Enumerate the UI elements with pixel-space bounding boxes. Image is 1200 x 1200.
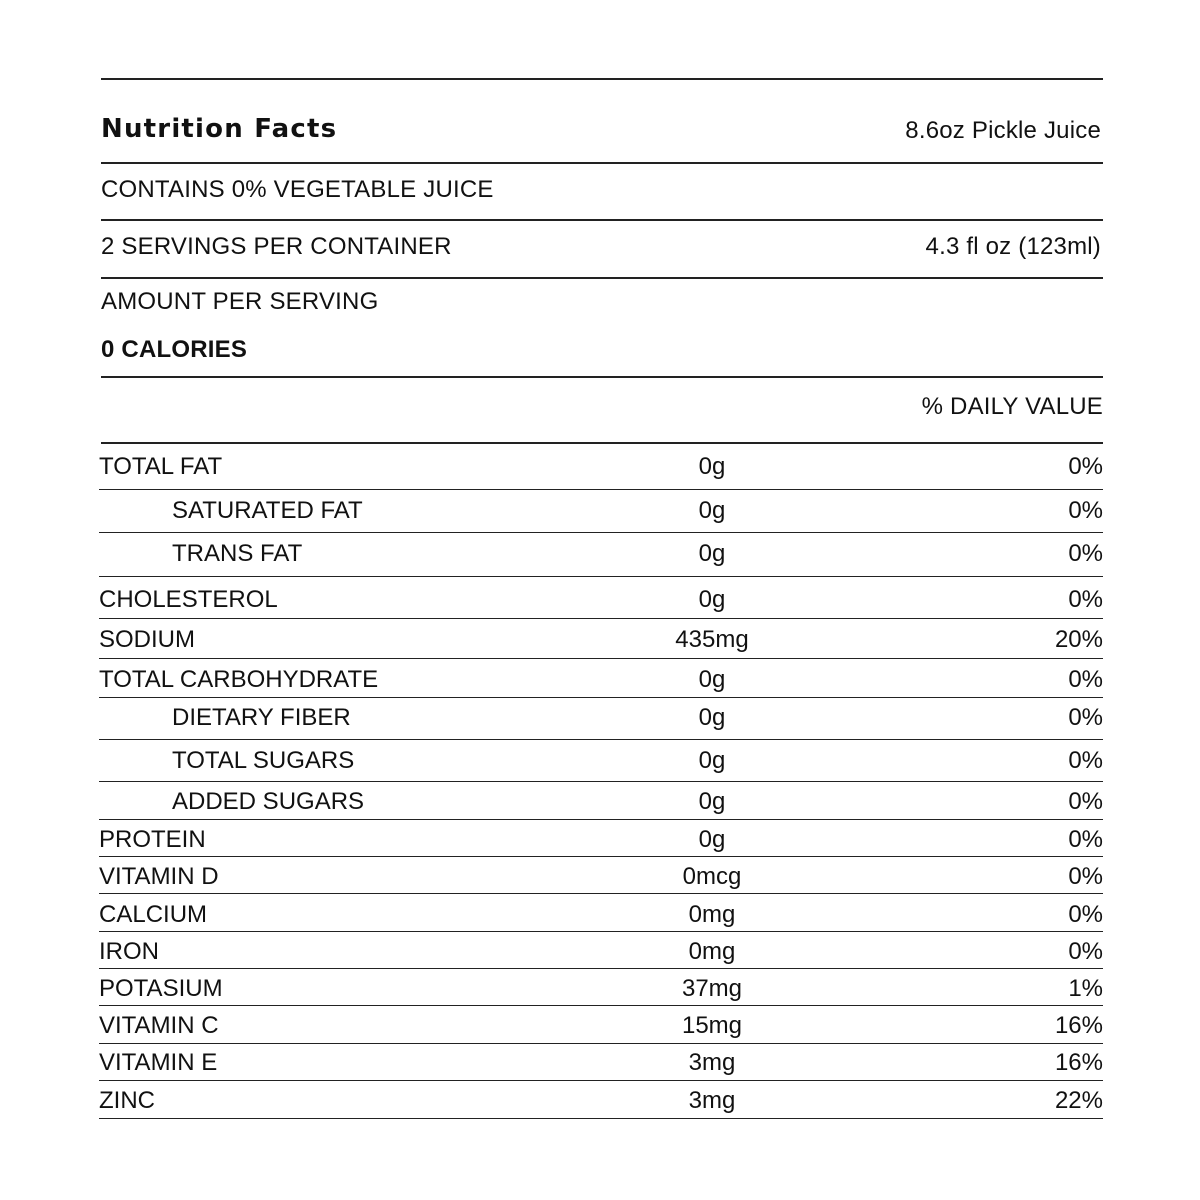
- divider: [101, 277, 1103, 279]
- nutrient-amount: 0g: [698, 540, 726, 567]
- nutrient-daily-value: 1%: [1068, 975, 1103, 1002]
- divider: [101, 442, 1103, 444]
- nutrient-amount: 0g: [698, 453, 726, 480]
- servings-per-container: 2 SERVINGS PER CONTAINER: [101, 233, 452, 260]
- nutrient-amount: 0mg: [688, 901, 736, 928]
- nutrient-amount: 0g: [698, 586, 726, 613]
- nutrient-amount: 0g: [698, 826, 726, 853]
- table-row: [0, 665, 1200, 695]
- nutrient-amount: 0mg: [688, 938, 736, 965]
- juice-statement: CONTAINS 0% VEGETABLE JUICE: [101, 176, 494, 203]
- row-divider: [99, 576, 1103, 577]
- nutrient-name: TOTAL FAT: [99, 453, 223, 480]
- row-divider: [99, 1080, 1103, 1081]
- divider: [101, 219, 1103, 221]
- nutrient-name: IRON: [99, 938, 159, 965]
- nutrient-daily-value: 0%: [1068, 540, 1103, 567]
- nutrient-name: SODIUM: [99, 626, 195, 653]
- calories-value: 0 CALORIES: [101, 336, 248, 363]
- table-row: [0, 1086, 1200, 1116]
- row-divider: [99, 781, 1103, 782]
- nutrient-name: CALCIUM: [99, 901, 208, 928]
- nutrient-daily-value: 0%: [1068, 826, 1103, 853]
- row-divider: [99, 697, 1103, 698]
- table-row: [0, 1048, 1200, 1078]
- nutrient-amount: 0g: [698, 666, 726, 693]
- table-row: [0, 585, 1200, 615]
- table-row: [0, 937, 1200, 967]
- nutrient-name: POTASIUM: [99, 975, 223, 1002]
- product-name: 8.6oz Pickle Juice: [905, 117, 1101, 144]
- nutrient-daily-value: 0%: [1068, 938, 1103, 965]
- nutrient-daily-value: 0%: [1068, 901, 1103, 928]
- nutrient-amount: 435mg: [675, 626, 749, 653]
- nutrient-daily-value: 0%: [1068, 747, 1103, 774]
- table-row: [0, 974, 1200, 1004]
- nutrient-daily-value: 16%: [1054, 1049, 1103, 1076]
- nutrient-name: PROTEIN: [99, 826, 206, 853]
- nutrient-amount: 0g: [698, 497, 726, 524]
- table-row: [0, 539, 1200, 569]
- row-divider: [99, 739, 1103, 740]
- daily-value-header: % DAILY VALUE: [921, 393, 1103, 420]
- nutrient-name: VITAMIN E: [99, 1049, 218, 1076]
- table-row: [0, 787, 1200, 817]
- nutrient-name: VITAMIN C: [99, 1012, 219, 1039]
- table-row: [0, 703, 1200, 733]
- row-divider: [99, 893, 1103, 894]
- nutrient-daily-value: 0%: [1068, 788, 1103, 815]
- row-divider: [99, 968, 1103, 969]
- table-row: [0, 825, 1200, 855]
- row-divider: [99, 658, 1103, 659]
- table-row: [0, 625, 1200, 655]
- nutrient-name: TOTAL SUGARS: [172, 747, 355, 774]
- nutrient-name: ZINC: [99, 1087, 155, 1114]
- divider: [101, 162, 1103, 164]
- row-divider: [99, 1005, 1103, 1006]
- nutrient-daily-value: 0%: [1068, 666, 1103, 693]
- row-divider: [99, 856, 1103, 857]
- nutrient-amount: 0g: [698, 788, 726, 815]
- table-row: [0, 746, 1200, 776]
- nutrient-name: CHOLESTEROL: [99, 586, 278, 613]
- nutrient-amount: 3mg: [688, 1049, 736, 1076]
- row-divider: [99, 1118, 1103, 1119]
- row-divider: [99, 931, 1103, 932]
- nutrient-name: ADDED SUGARS: [172, 788, 365, 815]
- nutrient-amount: 0g: [698, 747, 726, 774]
- nutrient-daily-value: 0%: [1068, 704, 1103, 731]
- row-divider: [99, 819, 1103, 820]
- nutrient-amount: 37mg: [681, 975, 743, 1002]
- row-divider: [99, 489, 1103, 490]
- nutrition-facts-title: Nutrition Facts: [101, 114, 338, 144]
- table-row: [0, 1011, 1200, 1041]
- serving-size: 4.3 fl oz (123ml): [925, 233, 1101, 260]
- amount-per-serving-label: AMOUNT PER SERVING: [101, 288, 379, 315]
- table-row: [0, 862, 1200, 892]
- nutrient-daily-value: 20%: [1054, 626, 1103, 653]
- row-divider: [99, 532, 1103, 533]
- nutrient-name: TRANS FAT: [172, 540, 303, 567]
- nutrient-daily-value: 0%: [1068, 453, 1103, 480]
- nutrient-amount: 3mg: [688, 1087, 736, 1114]
- table-row: [0, 900, 1200, 930]
- nutrient-amount: 0g: [698, 704, 726, 731]
- nutrient-amount: 15mg: [681, 1012, 743, 1039]
- table-row: [0, 496, 1200, 526]
- top-divider: [101, 78, 1103, 80]
- nutrient-daily-value: 22%: [1054, 1087, 1103, 1114]
- nutrient-daily-value: 0%: [1068, 497, 1103, 524]
- row-divider: [99, 618, 1103, 619]
- row-divider: [99, 1043, 1103, 1044]
- table-row: [0, 452, 1200, 482]
- nutrient-amount: 0mcg: [682, 863, 742, 890]
- nutrient-name: TOTAL CARBOHYDRATE: [99, 666, 379, 693]
- divider: [101, 376, 1103, 378]
- nutrient-daily-value: 0%: [1068, 863, 1103, 890]
- nutrient-daily-value: 16%: [1054, 1012, 1103, 1039]
- nutrient-name: SATURATED FAT: [172, 497, 363, 524]
- nutrient-name: DIETARY FIBER: [172, 704, 351, 731]
- nutrient-daily-value: 0%: [1068, 586, 1103, 613]
- nutrient-name: VITAMIN D: [99, 863, 219, 890]
